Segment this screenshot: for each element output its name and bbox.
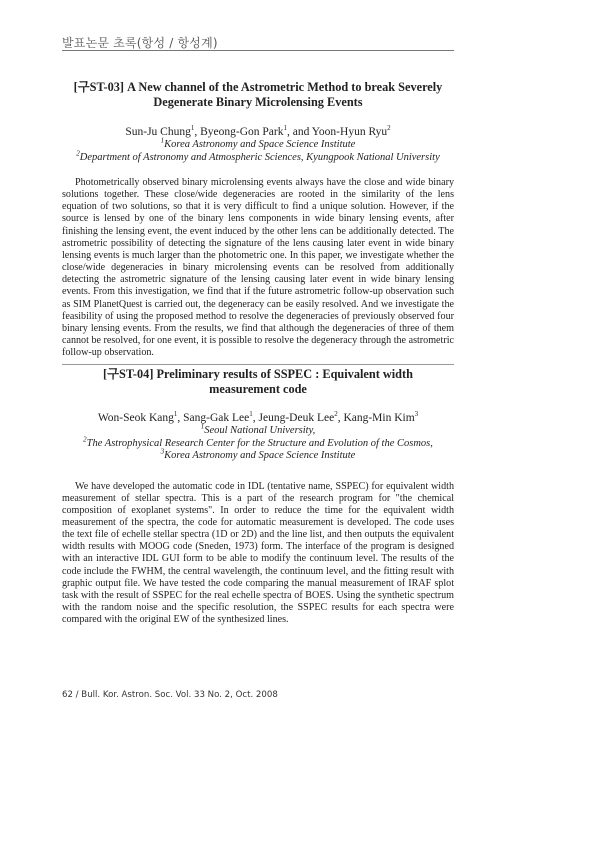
author-name: Yoon-Hyun Ryu [311, 126, 388, 138]
author-list: Sun-Ju Chung$^1$, Byeong-Gon Park$^1$, and Yoon-Hyun Ryu$^2$ [125, 124, 391, 138]
affiliation-line [62, 447, 454, 463]
author-name: Sun-Ju Chung [125, 126, 191, 138]
abstract-block-1 [62, 80, 454, 359]
running-header: 발표논문 초록(항성 / 항성계) [62, 36, 218, 50]
abstract-text: We have developed the automatic code in IDL (tentative name, SSPEC) for equivalent width measurement of stellar spectra. This is a part of the research program for "the chemical composition of exoplanet systems". In order to reduce the time for the equivalent width measurement of the spectra, the code for automatic measurement is developed. The code uses the text file of echelle stellar spectra (1D or 2D) and the line list, and then outputs the equivalent width results with MOOG code (Sneden, 1973) form. The interface of the program is designed with an interactive IDL GUI form to be able to modify the continuum level. The results of the code include the FWHM, the central wavelength, the continuum level, and the fitting result with graphic output file. We have tested the code comparing the manual measurement of IRAF splot task with the result of SSPEC for the real echelle spectra of BOES. Using the synthetic spectrum with the random noise and the specific resolution, the SSPEC results for each spectra were compared with the original EW of the synthesized lines. [62, 480, 454, 626]
affiliation-text: The Astrophysical Research Center for the Structure and Evolution of the Cosmos, [86, 437, 433, 449]
author-affiliation-mark: 1 [283, 124, 287, 133]
author-list: Won-Seok Kang$^1$, Sang-Gak Lee$^1$, Jeung-Deuk Lee$^2$, Kang-Min Kim$^3$ [97, 410, 419, 424]
affiliation-line [62, 422, 454, 438]
author-affiliation-mark: 1 [249, 410, 253, 419]
affiliation-number: 1 [160, 136, 165, 145]
affiliation-number: 1 [200, 422, 205, 431]
affiliation-number: 3 [160, 447, 165, 456]
author-name: Sang-Gak Lee [183, 412, 250, 424]
author-affiliation-mark: 3 [414, 410, 419, 419]
author-affiliation-mark: 1 [190, 124, 195, 133]
affiliation-text: Korea Astronomy and Space Science Institute [164, 139, 356, 150]
page-footer: 62 / Bull. Kor. Astron. Soc. Vol. 33 No. 2, Oct. 2008 [62, 690, 278, 700]
affiliation-line [62, 149, 454, 165]
header-divider [62, 50, 454, 51]
title-divider [62, 364, 454, 365]
author-name: Won-Seok Kang [97, 412, 174, 424]
affiliation-number: 2 [83, 435, 87, 443]
author-affiliation-mark: 2 [334, 410, 338, 419]
affiliation-text: Department of Astronomy and Atmospheric Sciences, Kyungpook National University [79, 151, 440, 163]
affiliation-line [62, 136, 454, 152]
affiliation-line [62, 435, 454, 451]
author-name: Byeong-Gon Park [200, 126, 284, 138]
affiliation-number: 2 [76, 149, 80, 157]
affiliation-text: Korea Astronomy and Space Science Institute [164, 450, 356, 461]
paper-title: [구ST-03] A New channel of the Astrometric Method to break Severely Degenerate Binary Microlensing Events [73, 80, 443, 109]
abstract-block-2 [62, 364, 454, 626]
affiliation-text: Seoul National University, [204, 425, 316, 436]
author-name: Kang-Min Kim [343, 412, 415, 424]
abstract-text: Photometrically observed binary microlensing events always have the close and wide binary solutions together. These close/wide degeneracies are rooted in the similarity of the lens equation of two solutions, so that it is very difficult to find a unique solution. However, if the source is lensed by one of the binary lens components in wide binary lensing events, after finishing the lensing event, the event induced by the other lens can be additionally detected. The astrometric possibility of detecting the signature of the lens causing later event in wide binary lensing events is much larger than the photometric one. In this paper, we investigate whether the close/wide degeneracies in binary microlensing events can be resolved from additionally detecting the astrometric signature of the lensing causing later event in wide binary lensing events. From this investigation, we find that if the future astrometric follow-up observation such as SIM PlanetQuest is carried out, the degeneracy can be easily resolved. And we investigate the feasibility of using the proposed method to resolve the degeneracies of previously observed four binary lensing events. From the results, we find that although the degeneracies of three of them cannot be resolved, for one event, it is possible to resolve the degeneracy through the astrometric follow-up observation. [62, 177, 454, 359]
author-affiliation-mark: 1 [173, 410, 178, 419]
author-affiliation-mark: 2 [387, 124, 391, 133]
paper-title: [구ST-04] Preliminary results of SSPEC : Equivalent width measurement code [103, 367, 413, 396]
author-name: Jeung-Deuk Lee [258, 412, 335, 424]
